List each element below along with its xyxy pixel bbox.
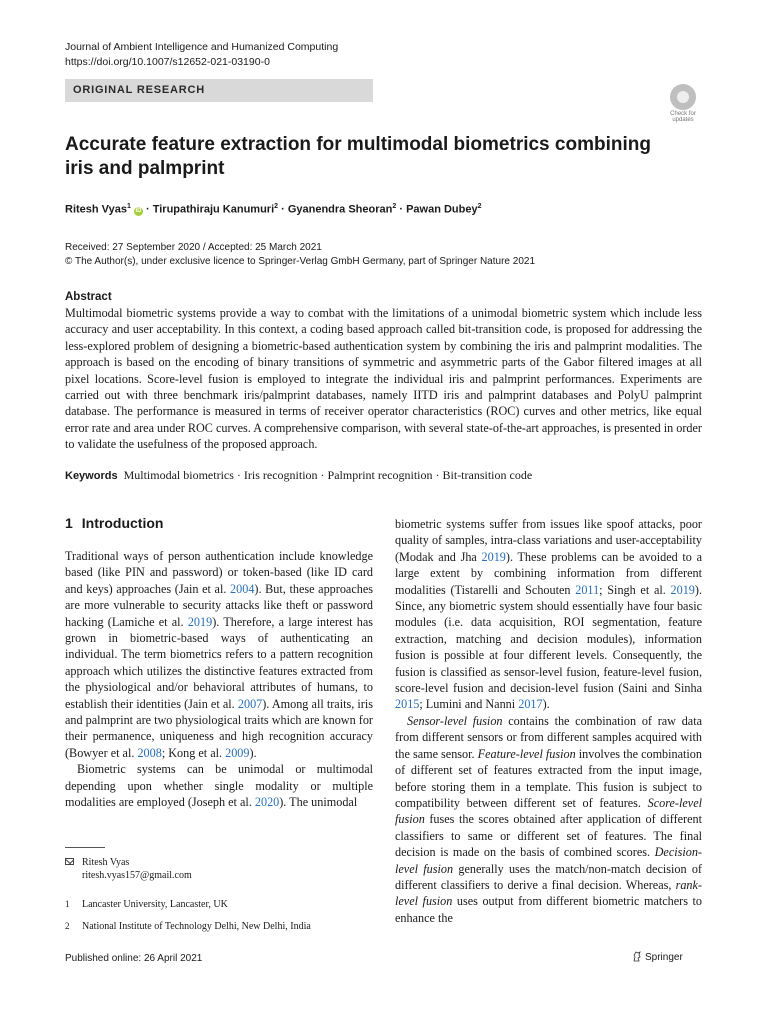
journal-header xyxy=(65,40,338,70)
section-number: 1 xyxy=(65,515,73,531)
footnotes xyxy=(65,856,373,933)
affiliation-sup: 2 xyxy=(477,203,482,210)
text-run: ; Kong et al. xyxy=(161,745,226,760)
text-run: ). These problems can be avoided to a large extent by combining information from different modalities (Tistarelli and Schouten xyxy=(395,549,702,597)
emphasized-term: Decision-level fusion xyxy=(395,845,702,876)
published-online-date: Published online: 26 April 2021 xyxy=(65,953,203,964)
keywords-list: Multimodal biometrics · Iris recognition · Palmprint recognition · Bit-transition code xyxy=(123,468,533,482)
affiliation-sup: 2 xyxy=(392,203,397,210)
author-name[interactable]: Gyanendra Sheoran xyxy=(287,203,393,216)
affiliation-number: 1 xyxy=(65,899,70,909)
emphasized-term: Feature-level fusion xyxy=(477,746,576,761)
citation-link[interactable]: 2020 xyxy=(254,795,280,810)
text-run: Biometric systems can be unimodal or multimodal depending upon whether single modality or multiple modalities are employed (Joseph et al. xyxy=(65,762,373,810)
affiliation-number: 2 xyxy=(65,921,70,931)
author-name[interactable]: Pawan Dubey xyxy=(406,203,478,216)
text-run: contains the combination of raw data from different sensors or from different samples acquired with the same sensor. xyxy=(395,713,702,761)
article-type-badge: ORIGINAL RESEARCH xyxy=(65,79,373,102)
paragraph xyxy=(65,548,373,761)
citation-link[interactable]: 2017 xyxy=(518,697,543,712)
emphasized-term: Score-level fusion xyxy=(395,795,702,827)
paragraph xyxy=(395,516,702,713)
text-run: uses output from different biometric matchers to enhance the xyxy=(395,894,703,925)
paragraph xyxy=(395,713,702,926)
citation-link[interactable]: 2008 xyxy=(137,745,162,760)
text-run: ; Singh et al. xyxy=(599,582,671,597)
affiliation-2 xyxy=(65,920,373,933)
emphasized-term: rank-level fusion xyxy=(395,877,702,909)
text-run: ). But, these approaches are more vulnerable to security attacks like theft or password hacking (Lamiche et al. xyxy=(65,581,373,629)
check-for-updates-button[interactable] xyxy=(663,84,703,124)
text-run: ). Therefore, a large interest has grown in biometric-based ways of authenticating an individual. The term biometrics refers to a pattern recognition approach which utilizes the distinctive features extracted from the physiological and/or behavioral attributes of humans, to establish their identities (Jain et al. xyxy=(65,614,373,711)
paper-title: Accurate feature extraction for multimodal biometrics combining iris and palmprint xyxy=(65,134,651,179)
citation-link[interactable]: 2007 xyxy=(237,696,263,711)
keywords xyxy=(65,468,702,483)
text-run: involves the combination of different set of features extracted from the input image, before storing them in a template. This fusion is subject to compatibility between different set of features. xyxy=(395,746,702,810)
text-run: ). xyxy=(542,697,550,712)
abstract-text: Multimodal biometric systems provide a way to combat with the limitations of a unimodal biometric system which include less accuracy and user acceptability. In this context, a coding based approach called bit-transition code, is proposed for addressing the less-explored problem of designing a biometric-based authentication system by combining the iris and palmprint modalities. The approach is based on the encoding of binary transitions of symmetric and asymmetric parts of the Gabor filtered images at all pixel locations. Score-level fusion is employed to integrate the individual iris and palmprint performances. Experiments are carried out with three benchmark iris/palmprint databases, namely IITD iris and palmprint databases and PolyU palmprint database. The performance is measured in terms of receiver operator characteristics (ROC) curves and other metrics, like equal error rate and area under ROC curves. A comprehensive comparison, with several state-of-the-art approaches, is presented in order to validate the usefulness of the proposed approach. xyxy=(65,306,702,452)
section-title: Introduction xyxy=(81,515,164,531)
author-list xyxy=(65,203,482,216)
text-run: ; Lumini and Nanni xyxy=(419,697,519,712)
paragraph xyxy=(65,761,373,810)
abstract-heading: Abstract xyxy=(65,291,112,303)
text-run: ). Since, any biometric system should essentially have four basic modules (i.e. data acquisition, ROI segmentation, feature extraction, matching and decision modules), information fusion is possible at four different levels. Consequently, the fusion is classified as sensor-level fusion, feature-level fusion, score-level fusion and decision-level fusion (Saini and Sinha xyxy=(395,582,702,696)
affiliation-sup: 2 xyxy=(274,203,279,210)
publisher-name: Springer xyxy=(645,952,683,963)
citation-link[interactable]: 2009 xyxy=(225,745,250,760)
text-run: fuses the scores obtained after application of different classifiers to same or different set of features. The final decision is made on the basis of combined scores. xyxy=(395,812,702,860)
text-run: generally uses the match/non-match decision of different classifiers to derive a final decision. Whereas, xyxy=(395,861,702,892)
text-run: ). xyxy=(249,745,257,760)
citation-link[interactable]: 2019 xyxy=(187,614,213,629)
journal-name: Journal of Ambient Intelligence and Humanized Computing xyxy=(65,41,339,53)
affiliation-1 xyxy=(65,898,373,911)
author-name[interactable]: Ritesh Vyas xyxy=(65,203,127,216)
doi-link[interactable]: https://doi.org/10.1007/s12652-021-03190-0 xyxy=(65,56,270,68)
text-run: ). The unimodal xyxy=(279,795,358,810)
citation-link[interactable]: 2011 xyxy=(575,582,600,597)
copyright-notice: © The Author(s), under exclusive licence to Springer-Verlag GmbH Germany, part of Springer Nature 2021 xyxy=(65,256,535,267)
footnote-divider xyxy=(65,847,105,848)
crossmark-icon xyxy=(670,84,696,110)
text-run: biometric systems suffer from issues like spoof attacks, poor quality of samples, intra-class variations and user-acceptability (Modak and Jha xyxy=(395,517,702,564)
contact-email[interactable]: ritesh.vyas157@gmail.com xyxy=(82,870,192,881)
keywords-label: Keywords xyxy=(65,470,118,482)
crossmark-label: Check for updates xyxy=(670,111,696,123)
author-separator: · xyxy=(396,203,407,216)
right-column xyxy=(395,516,702,926)
corresponding-author xyxy=(65,856,373,882)
citation-link[interactable]: 2004 xyxy=(230,581,255,596)
contact-name: Ritesh Vyas xyxy=(82,857,130,868)
citation-link[interactable]: 2019 xyxy=(481,549,506,564)
author-separator: · xyxy=(278,203,288,216)
affiliation-text: National Institute of Technology Delhi, New Delhi, India xyxy=(82,921,311,932)
citation-link[interactable]: 2015 xyxy=(395,697,420,712)
article-dates xyxy=(65,241,535,269)
text-run: ). Among all traits, iris and palmprint are two physiological traits which are known for their permanence, uniqueness and high recognition accuracy (Bowyer et al. xyxy=(65,696,373,760)
springer-horse-icon xyxy=(632,951,642,962)
affiliation-sup: 1 xyxy=(126,203,131,210)
left-column xyxy=(65,548,373,811)
text-run: Traditional ways of person authentication include knowledge based (like PIN and password) or token-based (like ID card and keys) approaches (Jain et al. xyxy=(65,549,373,596)
author-separator: · xyxy=(142,203,153,216)
emphasized-term: Sensor-level fusion xyxy=(407,713,503,728)
orcid-icon[interactable]: iD xyxy=(135,207,142,214)
received-accepted-dates: Received: 27 September 2020 / Accepted: 25 March 2021 xyxy=(65,242,322,253)
publisher-logo xyxy=(632,951,683,963)
author-name[interactable]: Tirupathiraju Kanumuri xyxy=(152,203,275,216)
citation-link[interactable]: 2019 xyxy=(670,582,695,597)
section-heading xyxy=(65,515,163,531)
envelope-icon xyxy=(65,858,74,865)
affiliation-text: Lancaster University, Lancaster, UK xyxy=(82,899,228,910)
